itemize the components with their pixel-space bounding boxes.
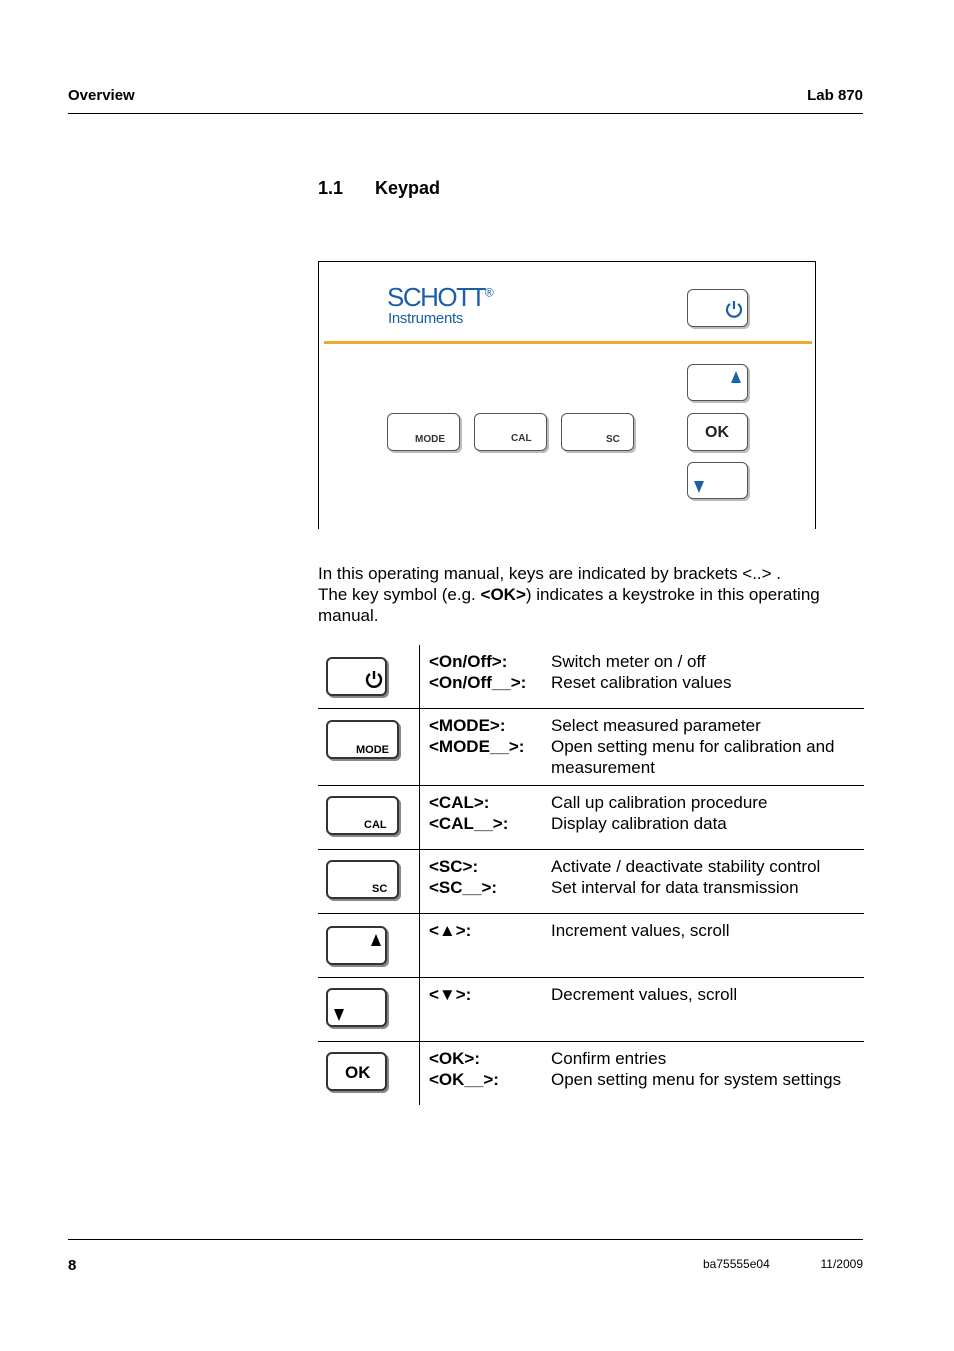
power-key[interactable] [687,289,748,327]
key-names [429,792,508,834]
key-description: Confirm entries [551,1049,667,1068]
intro-line-2 [318,584,858,605]
accent-bar [324,341,812,344]
document-id: ba75555e04 [703,1257,770,1271]
cal-key-label: CAL [364,819,387,831]
key-description: Reset calibration values [551,673,732,692]
running-header-left: Overview [68,87,135,104]
key-description: Decrement values, scroll [551,985,738,1004]
key-name: <MODE>: [429,716,506,735]
key-name: <OK>: [429,1049,481,1068]
table-icon-cell [318,850,420,913]
key-description: Increment values, scroll [551,921,730,940]
key-description: Set interval for data transmission [551,878,799,897]
section-title: Keypad [375,178,441,198]
table-row [318,645,864,709]
table-down-key [326,988,387,1027]
key-name: <▼>: [429,985,472,1004]
intro-line-2-pre: The key symbol (e.g. [318,585,481,604]
footer-rule [68,1239,863,1240]
key-descriptions [551,792,861,834]
key-description: Select measured parameter [551,716,761,735]
down-key[interactable] [687,462,748,499]
key-descriptions [551,920,861,941]
key-description: Call up calibration procedure [551,793,768,812]
key-descriptions [551,651,861,693]
table-icon-cell [318,914,420,977]
brand-logo [387,282,494,313]
table-ok-key [326,1052,387,1091]
table-icon-cell [318,978,420,1041]
key-name: <MODE__>: [429,737,525,756]
key-name: <▲>: [429,921,472,940]
table-row [318,1042,864,1105]
key-names [429,920,471,941]
keypad-figure [318,261,816,529]
key-table [318,645,864,1105]
key-name: <CAL>: [429,793,490,812]
table-power-key [326,657,387,696]
table-mode-key [326,720,399,759]
table-icon-cell [318,1042,420,1105]
sc-key[interactable] [561,413,634,451]
ok-key[interactable] [687,413,748,451]
key-description: Open setting menu for system settings [551,1070,842,1089]
up-arrow-icon [730,370,742,384]
ok-key-label: OK [345,1063,371,1082]
intro-line-3: manual. [318,606,379,625]
table-icon-cell [318,786,420,849]
page-number: 8 [68,1257,77,1274]
key-descriptions [551,984,861,1005]
key-descriptions [551,856,861,898]
key-description: Activate / deactivate stability control [551,857,821,876]
key-name: <SC__>: [429,878,498,897]
table-row [318,850,864,914]
up-key[interactable] [687,364,748,401]
ok-key-label: OK [705,424,729,441]
intro-key-example: <OK> [480,585,526,604]
key-descriptions [551,715,861,778]
cal-key[interactable] [474,413,547,451]
table-row [318,709,864,786]
key-names [429,856,497,898]
key-name: <OK__>: [429,1070,499,1089]
registered-mark: ® [484,285,494,300]
brand-name: SCHOTT [387,282,485,312]
cal-key-label: CAL [511,433,532,444]
key-names [429,984,471,1005]
table-up-key [326,926,387,965]
key-name: <On/Off__>: [429,673,527,692]
section-number: 1.1 [318,178,344,198]
table-icon-cell [318,709,420,785]
key-description: Open setting menu for calibration and measurement [551,737,835,777]
table-cal-key [326,796,399,835]
document-date: 11/2009 [820,1257,863,1271]
key-name: <On/Off>: [429,652,508,671]
down-arrow-icon [333,1008,345,1022]
running-header-right: Lab 870 [807,87,863,104]
mode-key-label: MODE [415,434,445,445]
table-row [318,978,864,1042]
key-description: Display calibration data [551,814,727,833]
header-rule [68,113,863,114]
table-row [318,914,864,978]
key-description: Switch meter on / off [551,652,706,671]
intro-line-2-post: ) indicates a keystroke in this operating [525,585,820,604]
key-names [429,715,524,757]
key-names [429,1048,499,1090]
up-arrow-icon [370,933,382,947]
key-descriptions [551,1048,861,1090]
key-name: <SC>: [429,857,479,876]
mode-key[interactable] [387,413,460,451]
brand-subtitle: Instruments [388,310,464,327]
mode-key-label: MODE [356,744,389,756]
table-icon-cell [318,645,420,708]
key-name: <CAL__>: [429,814,509,833]
sc-key-label: SC [372,883,388,895]
table-row [318,786,864,850]
power-icon [724,299,744,319]
key-names [429,651,526,693]
table-sc-key [326,860,399,899]
sc-key-label: SC [606,434,620,445]
power-icon [364,669,384,689]
intro-line-1: In this operating manual, keys are indicated by brackets <..> . [318,564,782,583]
down-arrow-icon [693,480,705,494]
